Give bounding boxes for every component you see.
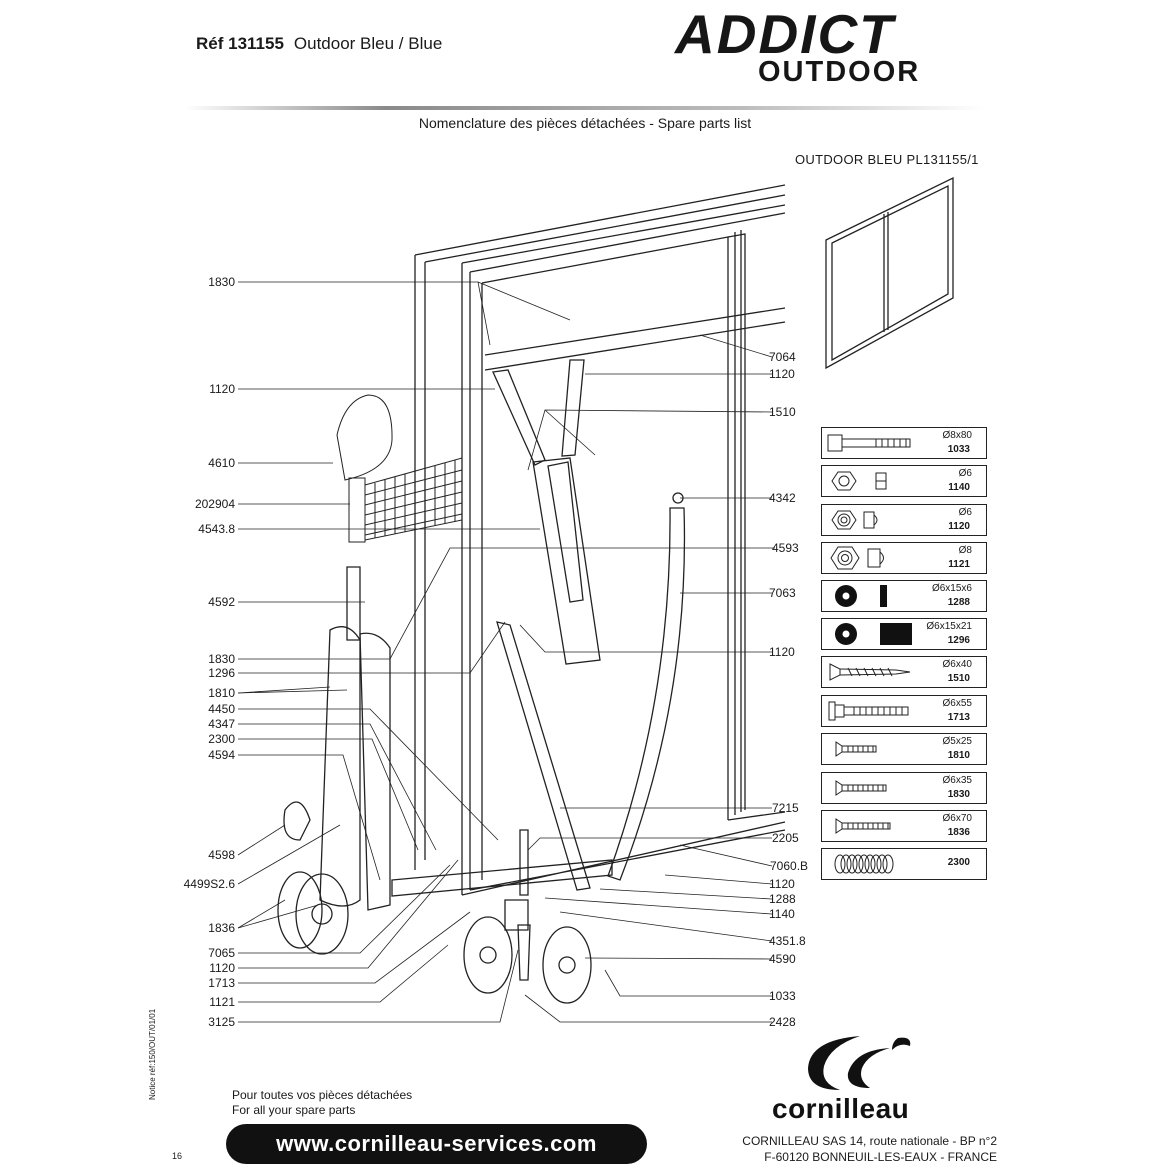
part-label: 1120	[769, 645, 795, 659]
spring-icon	[826, 851, 916, 877]
part-label: 2300	[208, 732, 235, 746]
hardware-item-1033	[821, 427, 987, 459]
part-label: 1121	[209, 995, 235, 1009]
overview-frame-thumbnail	[826, 178, 953, 368]
part-label: 3125	[208, 1015, 235, 1029]
hardware-item-1510	[821, 656, 987, 688]
hardware-item-2300	[821, 848, 987, 880]
hardware-size: Ø8	[958, 545, 972, 556]
part-label: 4342	[769, 491, 796, 505]
brand-logo-outdoor: OUTDOOR	[758, 56, 921, 88]
part-label: 1140	[769, 907, 795, 921]
part-label: 1033	[769, 989, 796, 1003]
part-label: 4594	[208, 748, 235, 762]
part-label: 4499S2.6	[183, 877, 235, 891]
hardware-size: Ø6x15x6	[931, 583, 972, 594]
lock-nut-icon	[826, 507, 896, 533]
hardware-item-1713	[821, 695, 987, 727]
net	[337, 395, 462, 542]
screw-icon	[826, 813, 896, 839]
part-label: 7060.B	[770, 859, 809, 873]
part-label: 7064	[769, 350, 796, 364]
hardware-code: 1836	[947, 827, 970, 838]
spacer-icon	[826, 621, 916, 647]
hardware-item-1830	[821, 772, 987, 804]
reference-number: Réf 131155	[196, 34, 284, 53]
flange-screw-icon	[826, 698, 916, 724]
wood-screw-icon	[826, 659, 916, 685]
part-label: 4590	[769, 952, 796, 966]
part-label: 1120	[769, 877, 795, 891]
hardware-size: Ø8x80	[942, 430, 972, 441]
hardware-code: 1830	[947, 789, 970, 800]
part-label: 1120	[209, 961, 235, 975]
hardware-size: Ø6x15x21	[926, 621, 972, 632]
part-label: 4543.8	[198, 522, 235, 536]
cornilleau-logo-text: cornilleau	[772, 1093, 910, 1124]
part-label: 202904	[194, 497, 235, 511]
contact-text-fr: Pour toutes vos pièces détachées	[232, 1088, 413, 1102]
hardware-code: 1810	[947, 750, 970, 761]
part-label: 1713	[208, 976, 235, 990]
part-label: 4610	[208, 456, 235, 470]
part-label: 1830	[208, 652, 235, 666]
part-label: 1836	[208, 921, 235, 935]
model-code: OUTDOOR BLEU PL131155/1	[795, 152, 979, 167]
hardware-code: 1120	[948, 521, 970, 532]
part-label: 4347	[208, 717, 235, 731]
brand-logo-addict: ADDICT	[675, 3, 895, 65]
hardware-size: Ø6x35	[942, 775, 972, 786]
hardware-item-1120	[821, 504, 987, 536]
hardware-size: Ø6	[958, 507, 972, 518]
part-label: 1120	[209, 382, 235, 396]
hardware-item-1140	[821, 465, 987, 497]
hardware-size: Ø6	[958, 468, 972, 479]
part-label: 1510	[769, 405, 796, 419]
hardware-code: 2300	[947, 857, 970, 868]
page-number: 16	[172, 1151, 183, 1161]
part-label: 2205	[772, 831, 799, 845]
part-label: 4593	[772, 541, 799, 555]
hardware-size: Ø5x25	[942, 736, 972, 747]
lock-nut-icon	[826, 545, 896, 571]
table-frame	[415, 185, 785, 895]
hardware-item-1121	[821, 542, 987, 574]
part-label: 4450	[208, 702, 235, 716]
website-link[interactable]: www.cornilleau-services.com	[226, 1124, 647, 1164]
hardware-code: 1296	[947, 635, 970, 646]
part-label: 1830	[208, 275, 235, 289]
part-label: 7065	[208, 946, 235, 960]
company-address-line1: CORNILLEAU SAS 14, route nationale - BP n°2	[742, 1134, 997, 1148]
part-label: 1810	[208, 686, 235, 700]
hardware-code: 1713	[947, 712, 970, 723]
hardware-item-1836	[821, 810, 987, 842]
product-name: Outdoor Bleu / Blue	[293, 34, 443, 53]
screw-icon	[826, 775, 896, 801]
hardware-item-1288	[821, 580, 987, 612]
hardware-code: 1033	[947, 444, 970, 455]
hex-nut-icon	[826, 468, 896, 494]
screw-icon	[826, 736, 896, 762]
company-address-line2: F-60120 BONNEUIL-LES-EAUX - FRANCE	[764, 1150, 997, 1164]
part-label: 7215	[772, 801, 799, 815]
part-label: 4351.8	[769, 934, 806, 948]
hardware-code: 1510	[947, 673, 970, 684]
contact-text-en: For all your spare parts	[232, 1103, 356, 1117]
hardware-size: Ø6x40	[942, 659, 972, 670]
support-arms	[493, 360, 684, 890]
part-label: 1288	[769, 892, 796, 906]
part-label: 1296	[208, 666, 235, 680]
document-reference: Notice réf:150/OUT/01/01	[148, 1008, 157, 1100]
part-label: 4592	[208, 595, 235, 609]
bolt-icon	[826, 430, 916, 456]
hardware-code: 1140	[948, 482, 970, 493]
leg-assembly	[320, 567, 612, 980]
cornilleau-swoosh-icon	[800, 1028, 920, 1098]
part-label: 2428	[769, 1015, 796, 1029]
hardware-size: Ø6x55	[942, 698, 972, 709]
hardware-size: Ø6x70	[942, 813, 972, 824]
hardware-code: 1121	[948, 559, 970, 570]
hardware-item-1296	[821, 618, 987, 650]
part-label: 7063	[769, 586, 796, 600]
page-subtitle: Nomenclature des pièces détachées - Spare parts list	[418, 115, 752, 131]
hardware-item-1810	[821, 733, 987, 765]
part-label: 1120	[769, 367, 795, 381]
hardware-code: 1288	[947, 597, 970, 608]
washer-icon	[826, 583, 896, 609]
part-label: 4598	[208, 848, 235, 862]
